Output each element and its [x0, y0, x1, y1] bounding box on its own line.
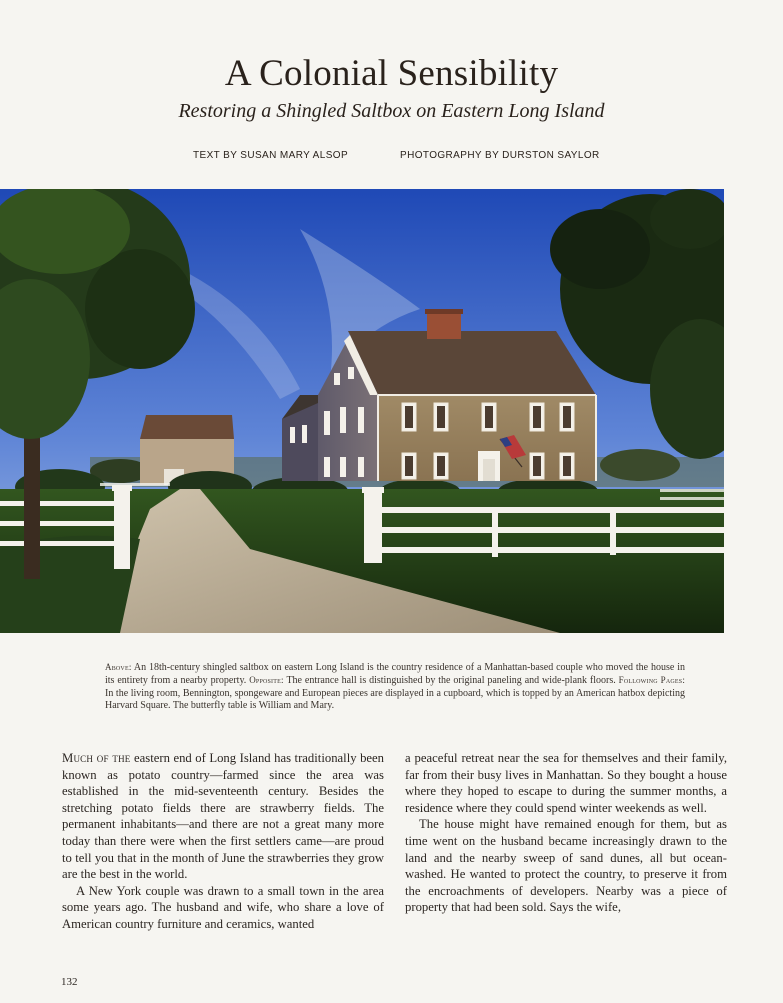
article-subtitle: Restoring a Shingled Saltbox on Eastern Long Island — [178, 100, 605, 122]
caption-following-label: Following Pages: — [618, 675, 686, 686]
caption-opposite-text: The entrance hall is distinguished by the original paneling and wide-plank floors. — [286, 675, 616, 687]
paragraph-1 — [62, 750, 384, 883]
paragraph-2: A New York couple was drawn to a small town in the area some years ago. The husband and wife, who share a love of American country furniture and ceramics, wanted — [62, 883, 384, 931]
paragraph-3: a peaceful retreat near the sea for themselves and their family, far from their busy lives in Manhattan. So they bought a house where they hoped to escape to during the summer months, a residence where they could spend winter weekends as well. — [405, 751, 727, 815]
photo-credit: PHOTOGRAPHY BY DURSTON SAYLOR — [400, 150, 600, 161]
article-title: A Colonial Sensibility — [224, 53, 559, 94]
house-photo — [0, 189, 724, 633]
caption-opposite-label: Opposite: — [249, 675, 284, 686]
paragraph-4: The house might have remained enough for them, but as time went on the husband became increasingly drawn to the land and the nearby sweep of sand dunes, all but ocean-washed. He wanted to protect the country, to preserve it from the encroachments of developers. Nearby was a piece of property that had been sold. Says the wife, — [405, 817, 727, 915]
caption-following-text: In the living room, Bennington, spongeware and European pieces are displayed in a cupboard, which is topped by an American hatbox depicting Harvard Square. The butterfly table is William and Mary. — [105, 687, 685, 712]
text-credit: TEXT BY SUSAN MARY ALSOP — [193, 150, 349, 161]
body-column-right — [405, 750, 727, 916]
lead-in: Much of the — [62, 751, 131, 765]
body-column-left — [62, 750, 384, 933]
photo-caption — [105, 661, 685, 713]
caption-above-text: An 18th-century shingled saltbox on eastern Long Island is the country residence of a Manhattan-based couple who moved the house in its entirety from a nearby property. — [105, 662, 685, 687]
page-number: 132 — [61, 976, 78, 988]
paragraph-1-text: eastern end of Long Island has traditionally been known as potato country—farmed since the area was established in the mid-seventeenth century. Besides the stretching potato fields there are strawberry fields. The permanent inhabitants—and there are not a great many more today than there were when the first settlers came—are proud to tell you that in the month of June the strawberries they grow are the best in the world. — [62, 751, 385, 882]
caption-above-label: Above: — [105, 662, 132, 672]
